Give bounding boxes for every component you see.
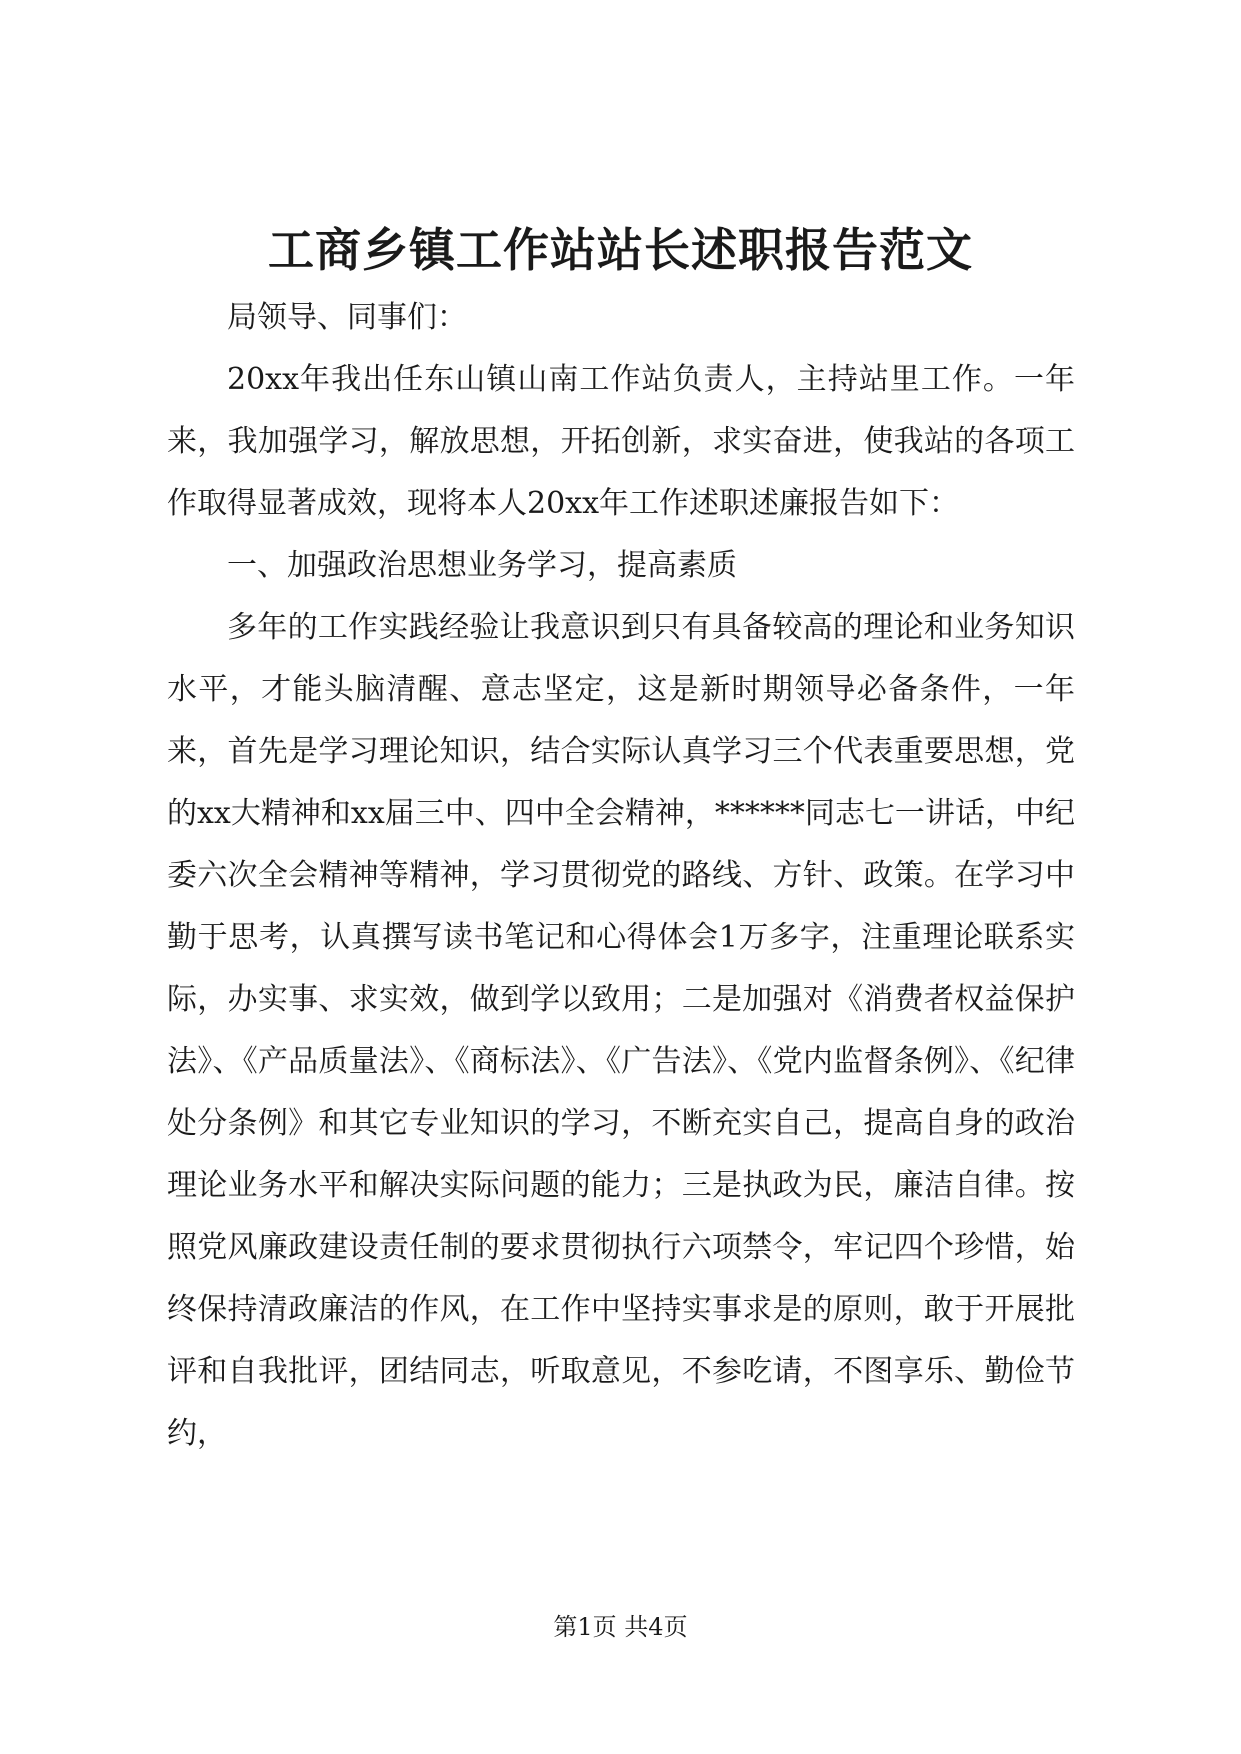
document-body [167,287,1075,1465]
salutation-paragraph: 局领导、同事们： [227,300,467,335]
document-title: 工商乡镇工作站站长述职报告范文 [268,223,973,277]
section-heading: 一、加强政治思想业务学习，提高素质 [227,548,737,583]
body-paragraph: 多年的工作实践经验让我意识到只有具备较高的理论和业务知识水平，才能头脑清醒、意志坚定，这是新时期领导必备条件，一年来，首先是学习理论知识，结合实际认真学习三个代表重要思想，党的xx大精神和xx届三中、四中全会精神，******同志七一讲话，中纪委六次全会精神等精神，学习贯彻党的路线、方针、政策。在学习中勤于思考，认真撰写读书笔记和心得体会1万多字，注重理论联系实际，办实事、求实效，做到学以致用；二是加强对《消费者权益保护法》、《产品质量法》、《商标法》、《广告法》、《党内监督条例》、《纪律处分条例》和其它专业知识的学习，不断充实自己，提高自身的政治理论业务水平和解决实际问题的能力；三是执政为民，廉洁自律。按照党风廉政建设责任制的要求贯彻执行六项禁令，牢记四个珍惜，始终保持清政廉洁的作风，在工作中坚持实事求是的原则，敢于开展批评和自我批评，团结同志，听取意见，不参吃请，不图享乐、勤俭节约， [167,610,1075,1451]
page-footer: 第1页 共4页 [553,1613,688,1641]
intro-paragraph: 20xx年我出任东山镇山南工作站负责人，主持站里工作。一年来，我加强学习，解放思想，开拓创新，求实奋进，使我站的各项工作取得显著成效，现将本人20xx年工作述职述廉报告如下： [167,362,1075,521]
